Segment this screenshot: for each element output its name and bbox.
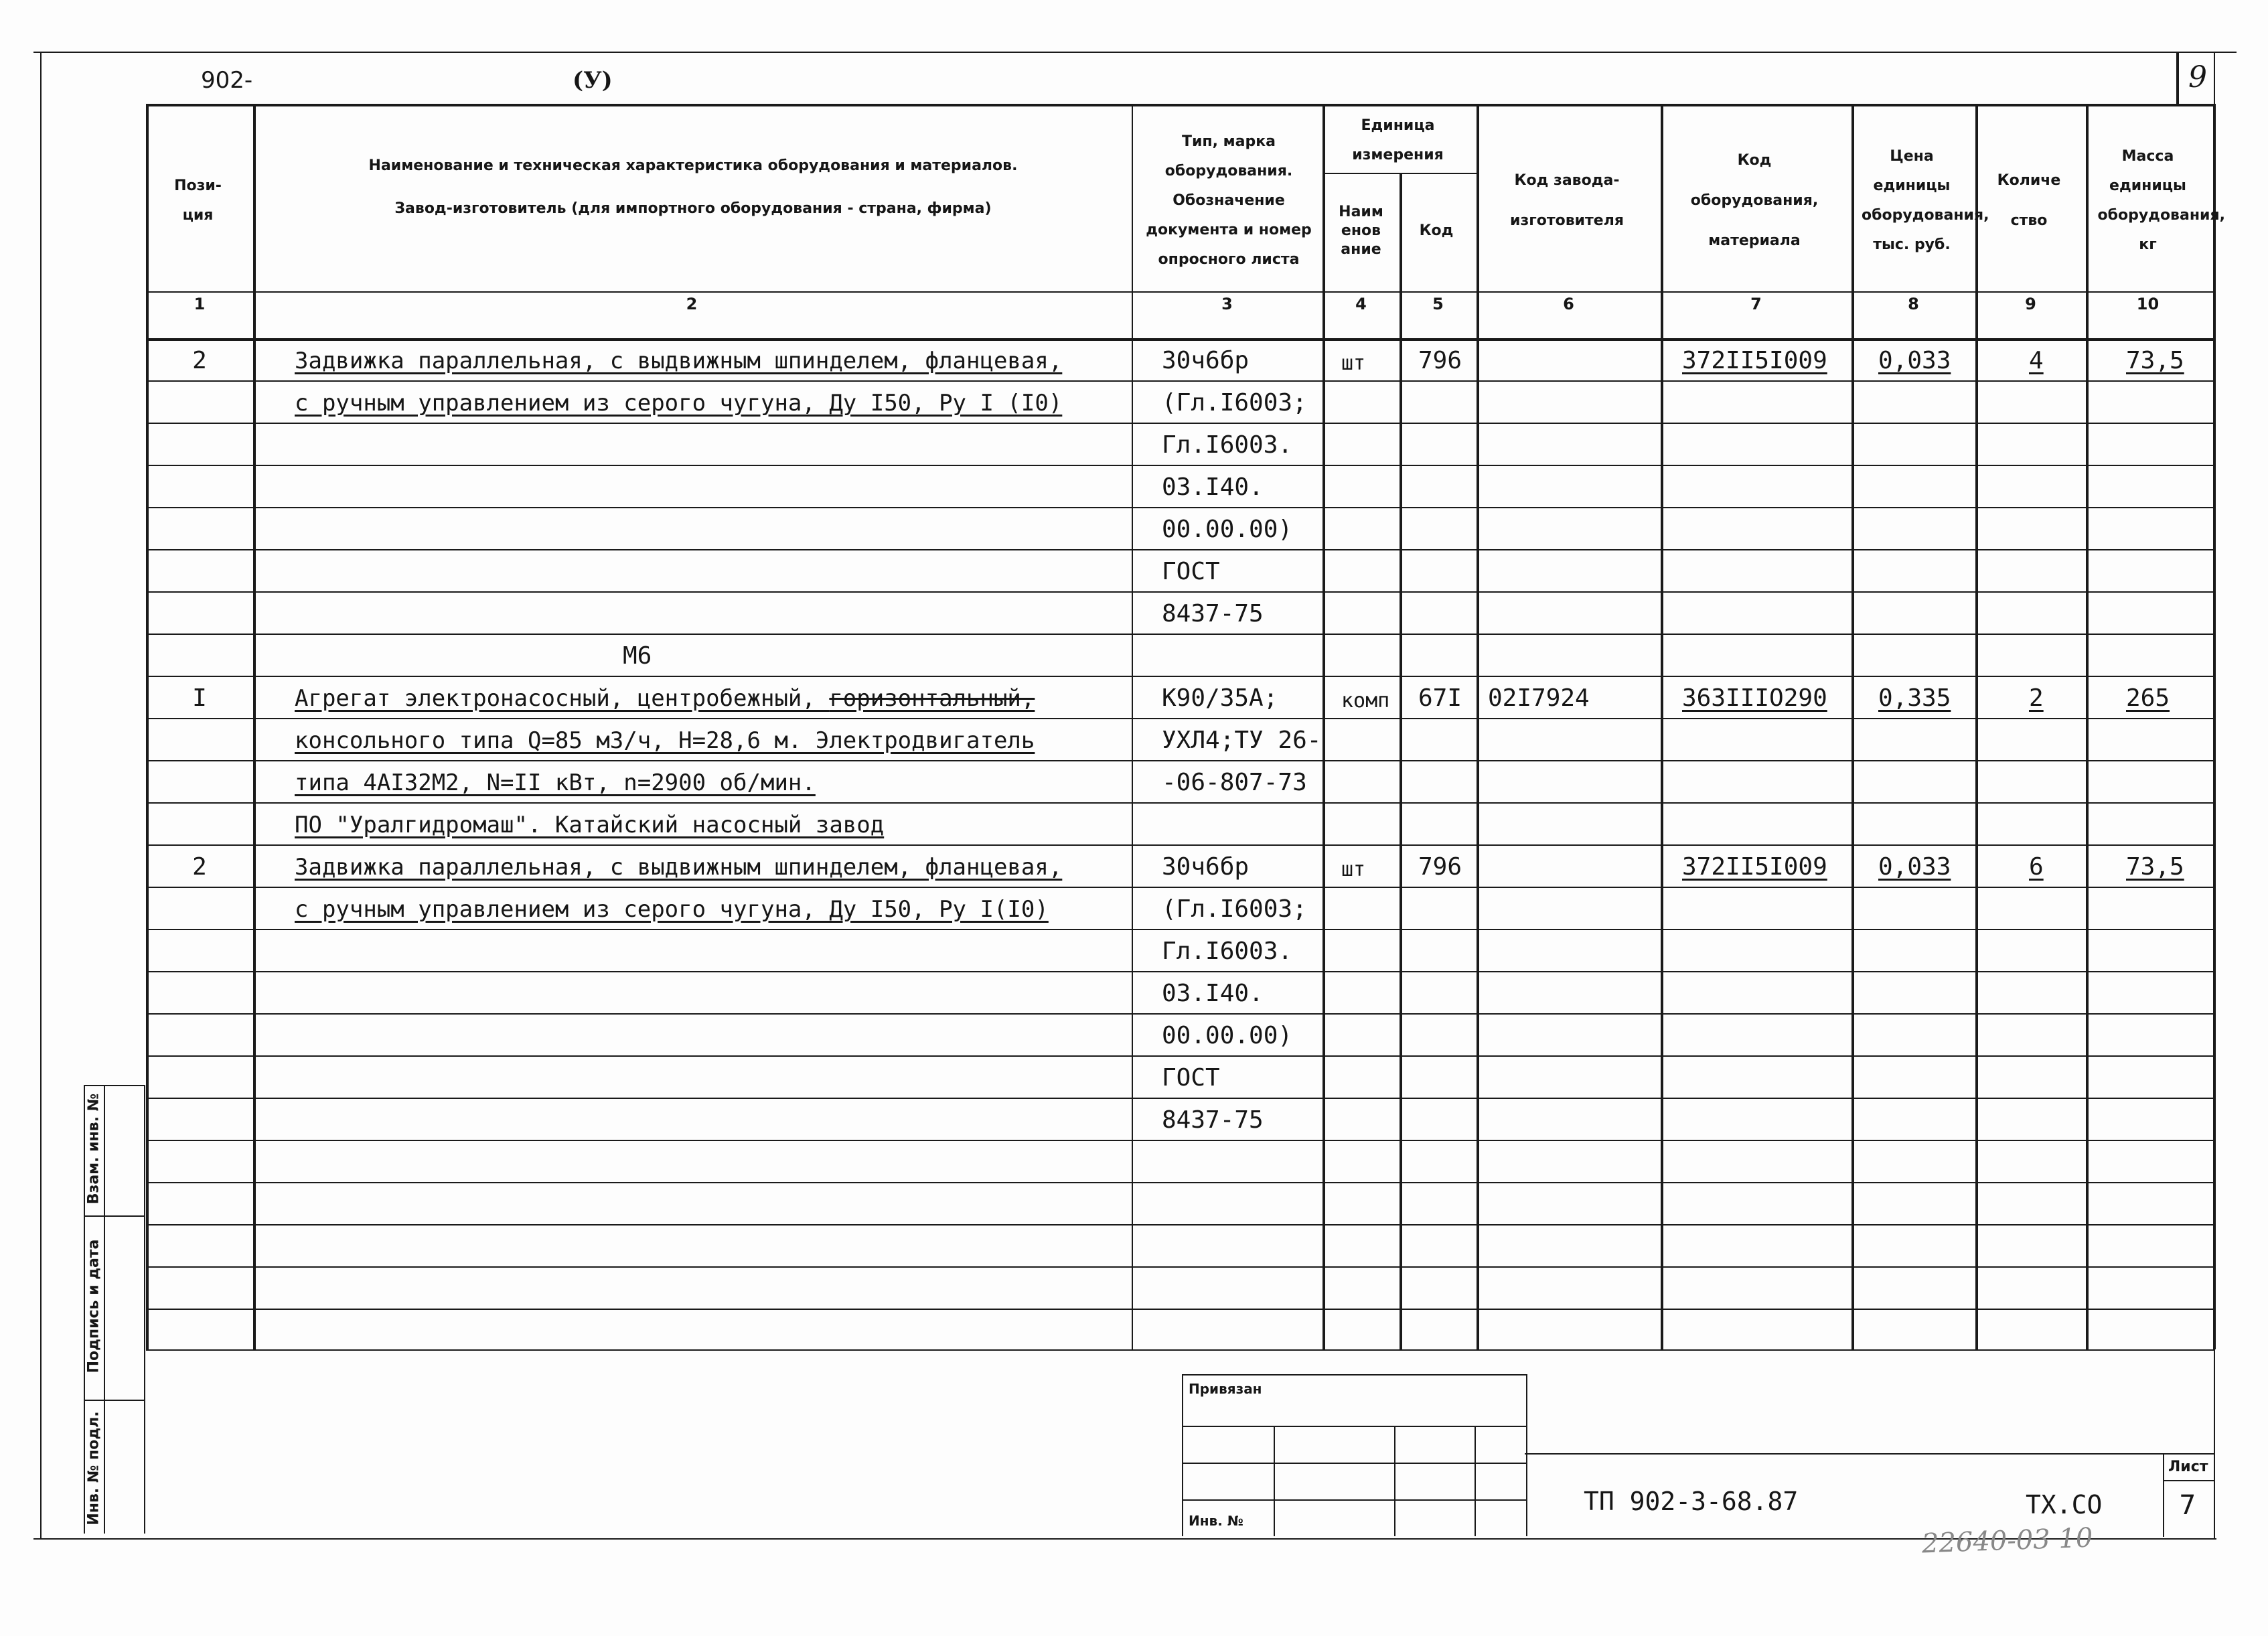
row-type: 00.00.00) (1162, 1022, 1293, 1049)
row-unit: комп (1341, 689, 1390, 713)
table-row-line (146, 1182, 2213, 1183)
table-row-line (146, 634, 2213, 635)
binding-col-1 (1274, 1426, 1275, 1536)
binding-col-2 (1394, 1426, 1395, 1536)
row-type: (Гл.I6003; (1162, 895, 1307, 923)
row-mass: 73,5 (2126, 347, 2184, 374)
row-type: 8437-75 (1162, 600, 1264, 627)
row-equipment-code: 363IIIO290 (1682, 684, 1827, 712)
row-type: УХЛ4;ТУ 26- (1162, 727, 1322, 754)
inv-label: Инв. № (1189, 1513, 1243, 1529)
row-name: консольного типа Q=85 м3/ч, Н=28,6 м. Электродвигатель (295, 727, 1035, 754)
header-name-line1: Наименование и техническая характеристика оборудования и материалов. (368, 157, 1018, 174)
header-quantity: Количество (1997, 172, 2061, 229)
column-number-10: 10 (2136, 295, 2160, 313)
row-price: 0,335 (1878, 684, 1951, 712)
table-row-line (146, 887, 2213, 888)
table-row-line (146, 423, 2213, 424)
table-row-line (146, 1098, 2213, 1099)
row-type: -06-807-73 (1162, 769, 1307, 796)
row-mass: 73,5 (2126, 853, 2184, 881)
row-name: Агрегат электронасосный, центробежный, горизонтальный, (295, 685, 1035, 712)
table-row-line (146, 1055, 2213, 1057)
row-name: с ручным управлением из серого чугуна, Ду I50, Ру I (I0) (295, 390, 1063, 417)
binding-stamp (1182, 1374, 1527, 1536)
table-row-line (146, 380, 2213, 382)
row-price: 0,033 (1878, 347, 1951, 374)
row-name-strike: горизонтальный, (829, 685, 1035, 712)
row-unit-code: 796 (1418, 853, 1462, 881)
row-quantity: 6 (2029, 853, 2044, 881)
row-name: типа 4АI32М2, N=II кВт, n=2900 об/мин. (295, 769, 816, 796)
table-row-line (146, 929, 2213, 930)
column-number-7: 7 (1750, 295, 1762, 313)
header-unit-name: Наименование (1339, 204, 1383, 258)
table-row-line (146, 1266, 2213, 1268)
table-row-line (146, 591, 2213, 593)
frame-bottom (33, 1538, 2216, 1540)
page-number-divider (2176, 52, 2179, 105)
table-top-border (146, 104, 2213, 106)
table-row-line (146, 1140, 2213, 1141)
column-number-2: 2 (686, 295, 698, 313)
row-type: ГОСТ (1162, 1064, 1220, 1092)
title-block-top (146, 1349, 2215, 1351)
row-equipment-code: 372II5I009 (1682, 347, 1827, 374)
doc-code: ТП 902-3-68.87 (1584, 1487, 1799, 1516)
row-factory-code: 02I7924 (1488, 684, 1590, 712)
header-unit-code: Код (1419, 222, 1454, 239)
table-row-line (146, 718, 2213, 719)
row-type: Гл.I6003. (1162, 938, 1293, 965)
frame-left (40, 52, 42, 1538)
row-unit: шт (1341, 858, 1366, 881)
table-row-line (146, 1224, 2213, 1225)
page-number: 9 (2188, 60, 2207, 94)
header-price: Цена единицы оборудования, тыс. руб. (1862, 148, 1989, 253)
row-type: 00.00.00) (1162, 516, 1293, 543)
row-mass: 265 (2126, 684, 2170, 712)
binding-label: Привязан (1189, 1381, 1262, 1397)
row-unit-code: 67I (1418, 684, 1462, 712)
header-position: Пози-ция (174, 177, 222, 224)
header-name (254, 141, 1132, 234)
row-type: (Гл.I6003; (1162, 389, 1307, 417)
table-row-line (146, 760, 2213, 761)
sheet-label: Лист (2168, 1459, 2208, 1475)
column-number-3: 3 (1221, 295, 1233, 313)
table-row-line (146, 1309, 2213, 1310)
row-quantity: 2 (2029, 684, 2044, 712)
row-type: 8437-75 (1162, 1106, 1264, 1134)
row-position: I (192, 684, 207, 712)
column-number-4: 4 (1355, 295, 1367, 313)
side-stamp-sign-date: Подпись и дата (85, 1239, 102, 1373)
table-row-line (146, 507, 2213, 508)
table-row-line (146, 802, 2213, 804)
column-number-8: 8 (1908, 295, 1919, 313)
table-row-line (146, 971, 2213, 972)
header-equipment-code: Код оборудования, материала (1690, 152, 1819, 249)
sheet-box (2163, 1453, 2215, 1537)
row-unit-code: 796 (1418, 347, 1462, 374)
header-type: Тип, марка оборудования. Обозначение документа и номер опросного листа (1146, 133, 1312, 268)
series-label: 902- (201, 67, 253, 94)
row-name: Задвижка параллельная, с выдвижным шпинделем, фланцевая, (295, 854, 1063, 881)
row-type: 03.I40. (1162, 980, 1264, 1007)
column-number-5: 5 (1432, 295, 1444, 313)
row-type: 03.I40. (1162, 473, 1264, 501)
row-name: Задвижка параллельная, с выдвижным шпинделем, фланцевая, (295, 348, 1063, 374)
row-type: ГОСТ (1162, 558, 1220, 585)
row-type: 30ч6бр (1162, 853, 1250, 881)
frame-top (33, 52, 2237, 53)
side-stamp-orig-inv: Инв. № подл. (85, 1411, 102, 1526)
archive-number: 22640-03 10 (1921, 1522, 2094, 1560)
binding-col-3 (1475, 1426, 1476, 1536)
side-stamp-right (144, 1085, 145, 1534)
mark-label: (У) (573, 67, 613, 94)
row-position: 2 (192, 853, 207, 881)
header-factory-code: Код завода-изготовителя (1510, 172, 1624, 229)
row-group-mark: М6 (623, 642, 652, 670)
column-number-border (146, 338, 2213, 341)
header-unit-group: Единица измерения (1352, 117, 1444, 163)
column-number-9: 9 (2025, 295, 2036, 313)
doc-section: ТХ.СО (2026, 1490, 2103, 1519)
row-type: 30ч6бр (1162, 347, 1250, 374)
row-name: с ручным управлением из серого чугуна, Ду I50, Ру I(I0) (295, 896, 1049, 923)
row-quantity: 4 (2029, 347, 2044, 374)
table-row-line (146, 465, 2213, 466)
header-mass: Масса единицы оборудования, кг (2097, 148, 2225, 253)
table-col-line-10 (2213, 104, 2216, 1349)
row-type: К90/35А; (1162, 684, 1278, 712)
row-equipment-code: 372II5I009 (1682, 853, 1827, 881)
doc-block-top (1525, 1453, 2214, 1455)
table-row-line (146, 844, 2213, 846)
table-row-line (146, 549, 2213, 550)
table-col-line-2 (1132, 104, 1133, 1349)
column-number-6: 6 (1563, 295, 1574, 313)
side-stamp-replace-inv: Взам. инв. № (85, 1093, 102, 1205)
header-name-line2: Завод-изготовитель (для импортного оборудования - страна, фирма) (394, 200, 992, 217)
table-row-line (146, 1013, 2213, 1015)
side-stamp-mid (104, 1085, 105, 1534)
table-col-line-3 (1322, 104, 1325, 1349)
row-unit: шт (1341, 352, 1366, 375)
row-name: ПО "Уралгидромаш". Катайский насосный завод (295, 812, 885, 838)
table-col-line-1 (253, 104, 256, 1349)
row-position: 2 (192, 347, 207, 374)
sheet-box-sep (2164, 1480, 2215, 1481)
column-number-1: 1 (194, 295, 206, 313)
sheet-number: 7 (2179, 1490, 2196, 1521)
row-type: Гл.I6003. (1162, 431, 1293, 459)
table-row-line (146, 676, 2213, 677)
header-bottom-border (146, 291, 2213, 293)
row-price: 0,033 (1878, 853, 1951, 881)
